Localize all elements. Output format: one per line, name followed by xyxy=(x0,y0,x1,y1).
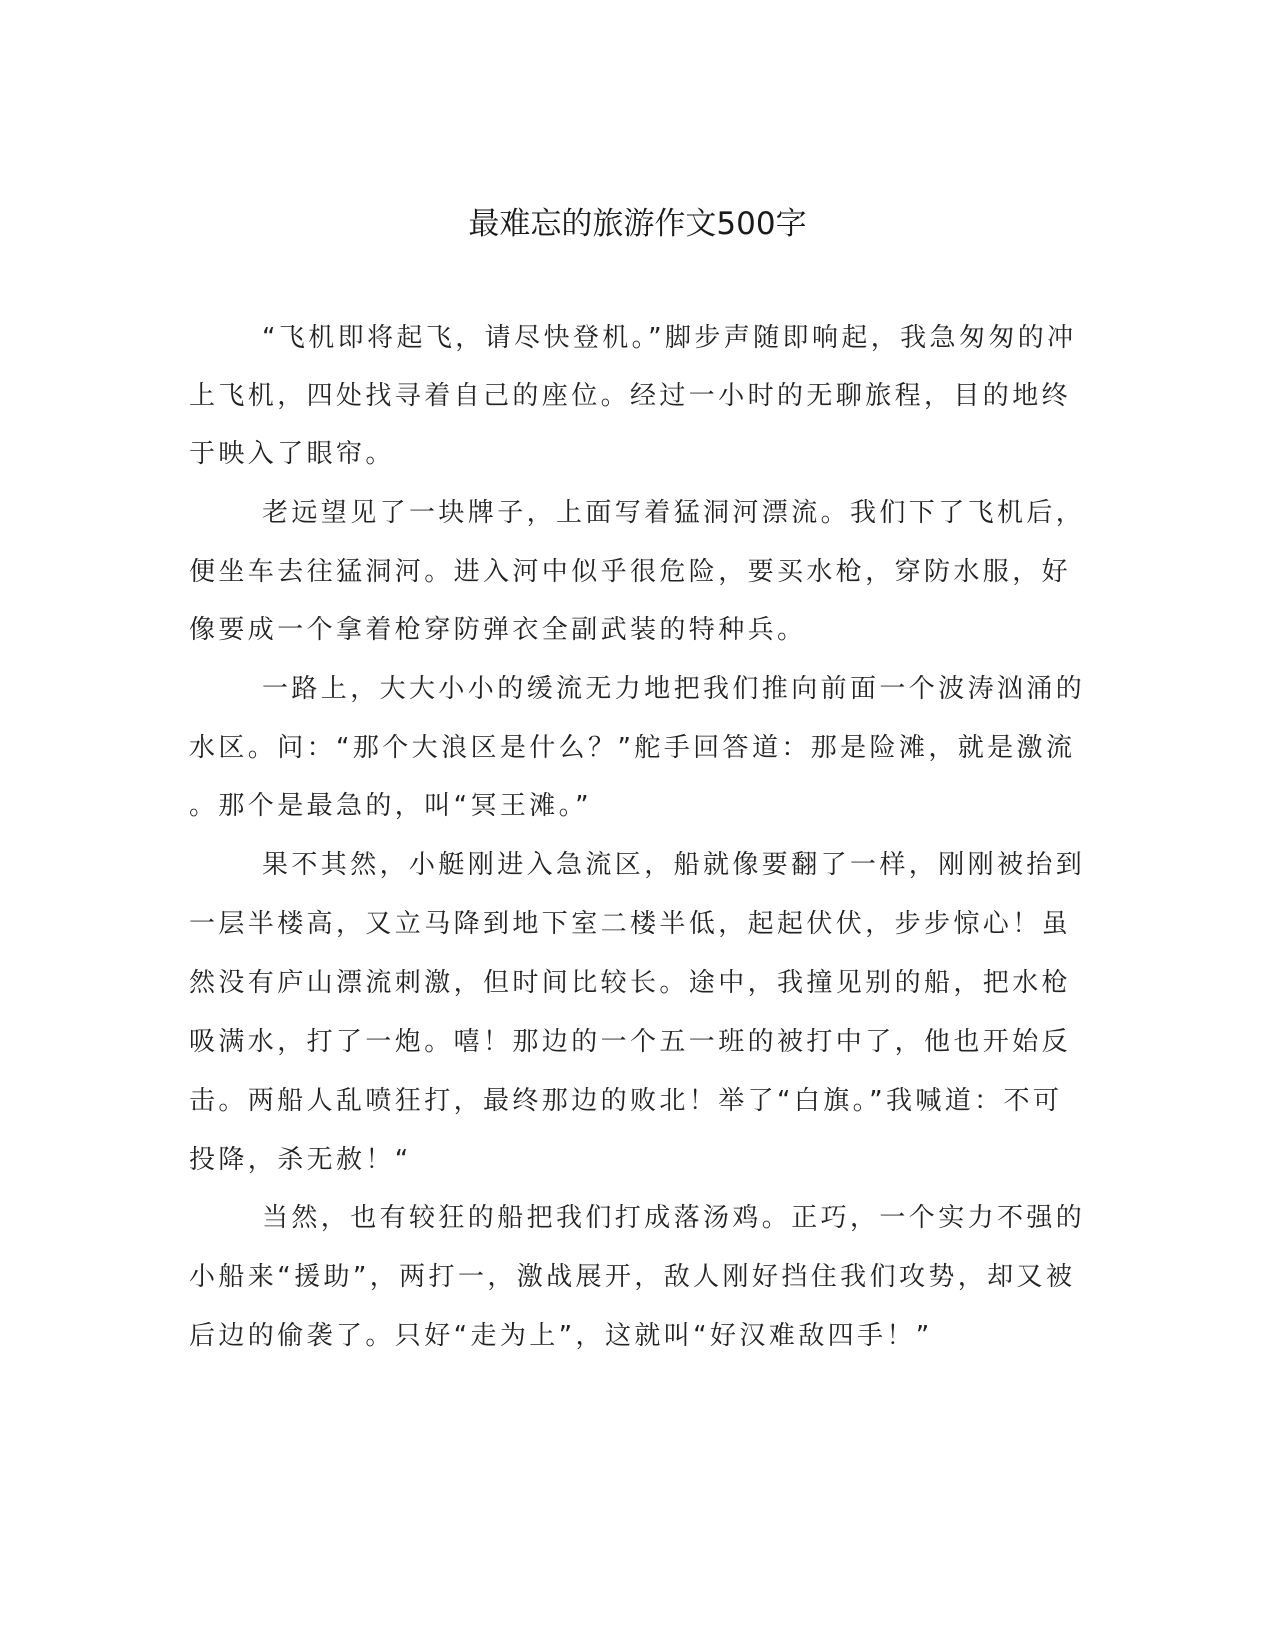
paragraph-5-line-1: 当然，也有较狂的船把我们打成落汤鸡。正巧，一个实力不强的 xyxy=(262,1203,1086,1233)
paragraph-1-line-1: “飞机即将起飞，请尽快登机。”脚步声随即响起，我急匆匆的冲 xyxy=(262,323,1077,353)
paragraph-5-line-2: 小船来“援助”，两打一，激战展开，敌人刚好挡住我们攻势，却又被 xyxy=(189,1262,1076,1292)
paragraph-2-line-1: 老远望见了一块牌子，上面写着猛洞河漂流。我们下了飞机后， xyxy=(262,498,1086,528)
paragraph-3-line-2: 水区。问：“那个大浪区是什么？”舵手回答道：那是险滩，就是激流 xyxy=(189,733,1076,763)
paragraph-1-line-3: 于映入了眼帘。 xyxy=(189,439,395,469)
paragraph-4-line-6: 投降，杀无赦！“ xyxy=(189,1145,412,1175)
paragraph-4-line-3: 然没有庐山漂流刺激，但时间比较长。途中，我撞见别的船，把水枪 xyxy=(189,968,1072,998)
paragraph-4-line-4: 吸满水，打了一炮。嘻！那边的一个五一班的被打中了，他也开始反 xyxy=(189,1027,1072,1057)
paragraph-4-line-2: 一层半楼高，又立马降到地下室二楼半低，起起伏伏，步步惊心！虽 xyxy=(189,909,1072,939)
paragraph-1-line-2: 上飞机，四处找寻着自己的座位。经过一小时的无聊旅程，目的地终 xyxy=(189,381,1072,411)
paragraph-4-line-1: 果不其然，小艇刚进入急流区，船就像要翻了一样，刚刚被抬到 xyxy=(262,850,1086,880)
paragraph-4-line-5: 击。两船人乱喷狂打，最终那边的败北！举了“白旗。”我喊道：不可 xyxy=(189,1086,1063,1116)
paragraph-3-line-3: 。那个是最急的，叫“冥王滩。” xyxy=(189,791,592,821)
paragraph-2-line-2: 便坐车去往猛洞河。进入河中似乎很危险，要买水枪，穿防水服，好 xyxy=(189,557,1072,587)
paragraph-2-line-3: 像要成一个拿着枪穿防弹衣全副武装的特种兵。 xyxy=(189,615,807,645)
paragraph-3-line-1: 一路上，大大小小的缓流无力地把我们推向前面一个波涛汹涌的 xyxy=(262,674,1086,704)
document-title: 最难忘的旅游作文500字 xyxy=(468,206,807,242)
paragraph-5-line-3: 后边的偷袭了。只好“走为上”，这就叫“好汉难敌四手！” xyxy=(189,1321,933,1351)
